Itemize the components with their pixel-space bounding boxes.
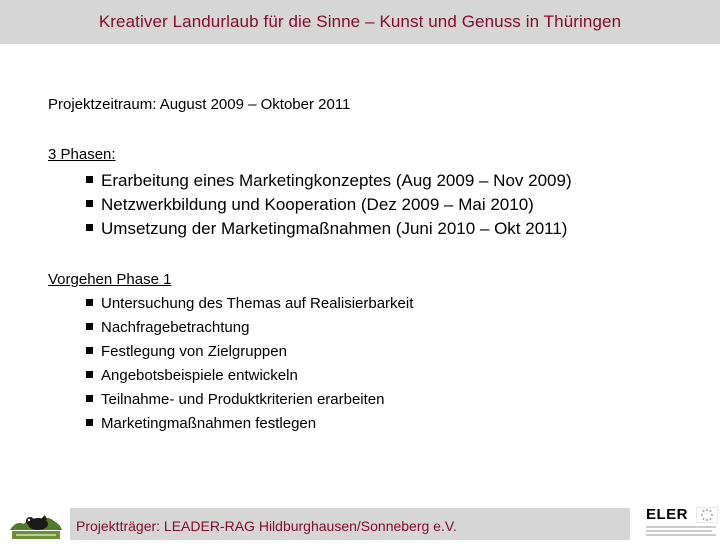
square-bullet-icon [86, 323, 93, 330]
eu-flag-icon [696, 507, 718, 523]
step-label: Festlegung von Zielgruppen [101, 343, 287, 360]
title-bar [0, 0, 720, 44]
phase-label: Netzwerkbildung und Kooperation (Dez 2009 – Mai 2010) [101, 195, 534, 214]
list-item [86, 412, 413, 436]
list-item [86, 292, 413, 316]
square-bullet-icon [86, 176, 93, 183]
eler-logo [644, 505, 720, 540]
fine-print-lines [646, 525, 718, 539]
step-label: Marketingmaßnahmen festlegen [101, 415, 317, 432]
square-bullet-icon [86, 299, 93, 306]
list-item [86, 388, 413, 412]
step-label: Angebotsbeispiele entwickeln [101, 367, 298, 384]
step-list [86, 292, 413, 436]
square-bullet-icon [86, 395, 93, 402]
step-label: Nachfragebetrachtung [101, 319, 250, 336]
slide-title: Kreativer Landurlaub für die Sinne – Kunst und Genuss in Thüringen [98, 12, 622, 31]
phases-heading: 3 Phasen: [48, 146, 116, 163]
square-bullet-icon [86, 419, 93, 426]
list-item [86, 193, 572, 217]
list-item [86, 316, 413, 340]
list-item [86, 340, 413, 364]
list-item [86, 364, 413, 388]
region-logo [8, 506, 64, 540]
list-item [86, 169, 572, 193]
phase-label: Umsetzung der Marketingmaßnahmen (Juni 2010 – Okt 2011) [101, 219, 568, 238]
square-bullet-icon [86, 371, 93, 378]
list-item [86, 217, 572, 241]
phase-label: Erarbeitung eines Marketingkonzeptes (Aug 2009 – Nov 2009) [101, 171, 572, 190]
square-bullet-icon [86, 347, 93, 354]
project-period: Projektzeitraum: August 2009 – Oktober 2011 [48, 96, 351, 113]
square-bullet-icon [86, 200, 93, 207]
project-sponsor: Projektträger: LEADER-RAG Hildburghausen/Sonneberg e.V. [76, 518, 457, 534]
region-logo-icon [8, 506, 64, 540]
step-label: Untersuchung des Themas auf Realisierbarkeit [101, 295, 414, 312]
footer-bar [70, 508, 630, 540]
step-label: Teilnahme- und Produktkriterien erarbeiten [101, 391, 385, 408]
eler-logo-text: ELER [646, 506, 689, 523]
steps-heading: Vorgehen Phase 1 [48, 271, 172, 288]
square-bullet-icon [86, 224, 93, 231]
phase-list [86, 169, 572, 241]
